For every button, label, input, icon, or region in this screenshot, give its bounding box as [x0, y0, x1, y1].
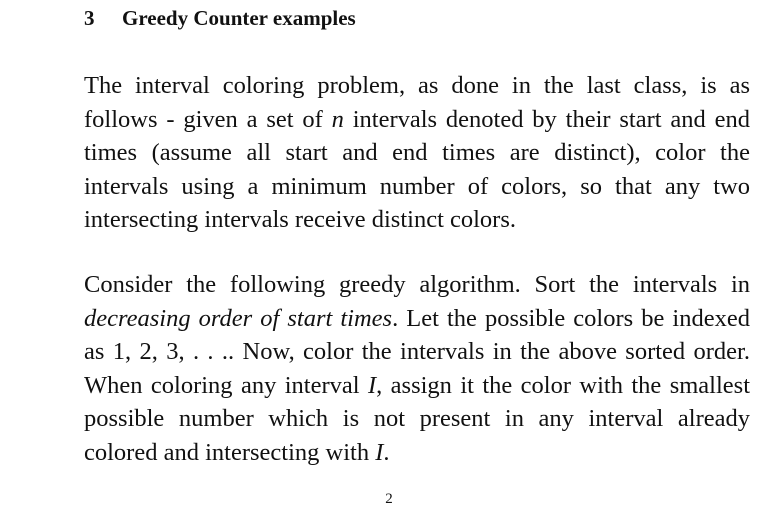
section-title: Greedy Counter examples: [122, 6, 356, 30]
paragraph-2-text-b: . Let the possible colors be indexed as: [84, 304, 750, 366]
paragraph-interval-coloring: [84, 69, 750, 237]
page-number: 2: [385, 491, 393, 507]
paragraph-1-text-b: intervals denoted by their start and end times (assume all start and end times are distinct), color the intervals using a minimum number of colors, so that any two intersecting intervals receive distinct colors.: [84, 105, 750, 234]
paragraph-2-text-c: Now, color the intervals in the above sorted order. When coloring any interval: [84, 338, 750, 399]
paragraph-2-text-e: .: [383, 438, 390, 466]
variable-i-first: I: [367, 371, 377, 399]
paragraph-greedy-algorithm: [84, 268, 750, 470]
variable-n: n: [331, 105, 344, 133]
variable-i-second: I: [375, 438, 384, 466]
emphasis-decreasing-order: decreasing order of start times: [84, 304, 393, 332]
paragraph-2-text-a: Consider the following greedy algorithm. Sort the intervals in: [84, 271, 750, 298]
colors-sequence: 1, 2, 3, . . ..: [112, 338, 235, 366]
paragraph-1-text-a: The interval coloring problem, as done in the last class, is as follows - given a set of: [84, 72, 750, 133]
section-heading: [84, 4, 356, 32]
paragraph-2-text-d: , assign it the color with the smallest possible number which is not present in any interval already colored and intersecting with: [84, 371, 750, 466]
section-number: 3: [84, 6, 95, 30]
